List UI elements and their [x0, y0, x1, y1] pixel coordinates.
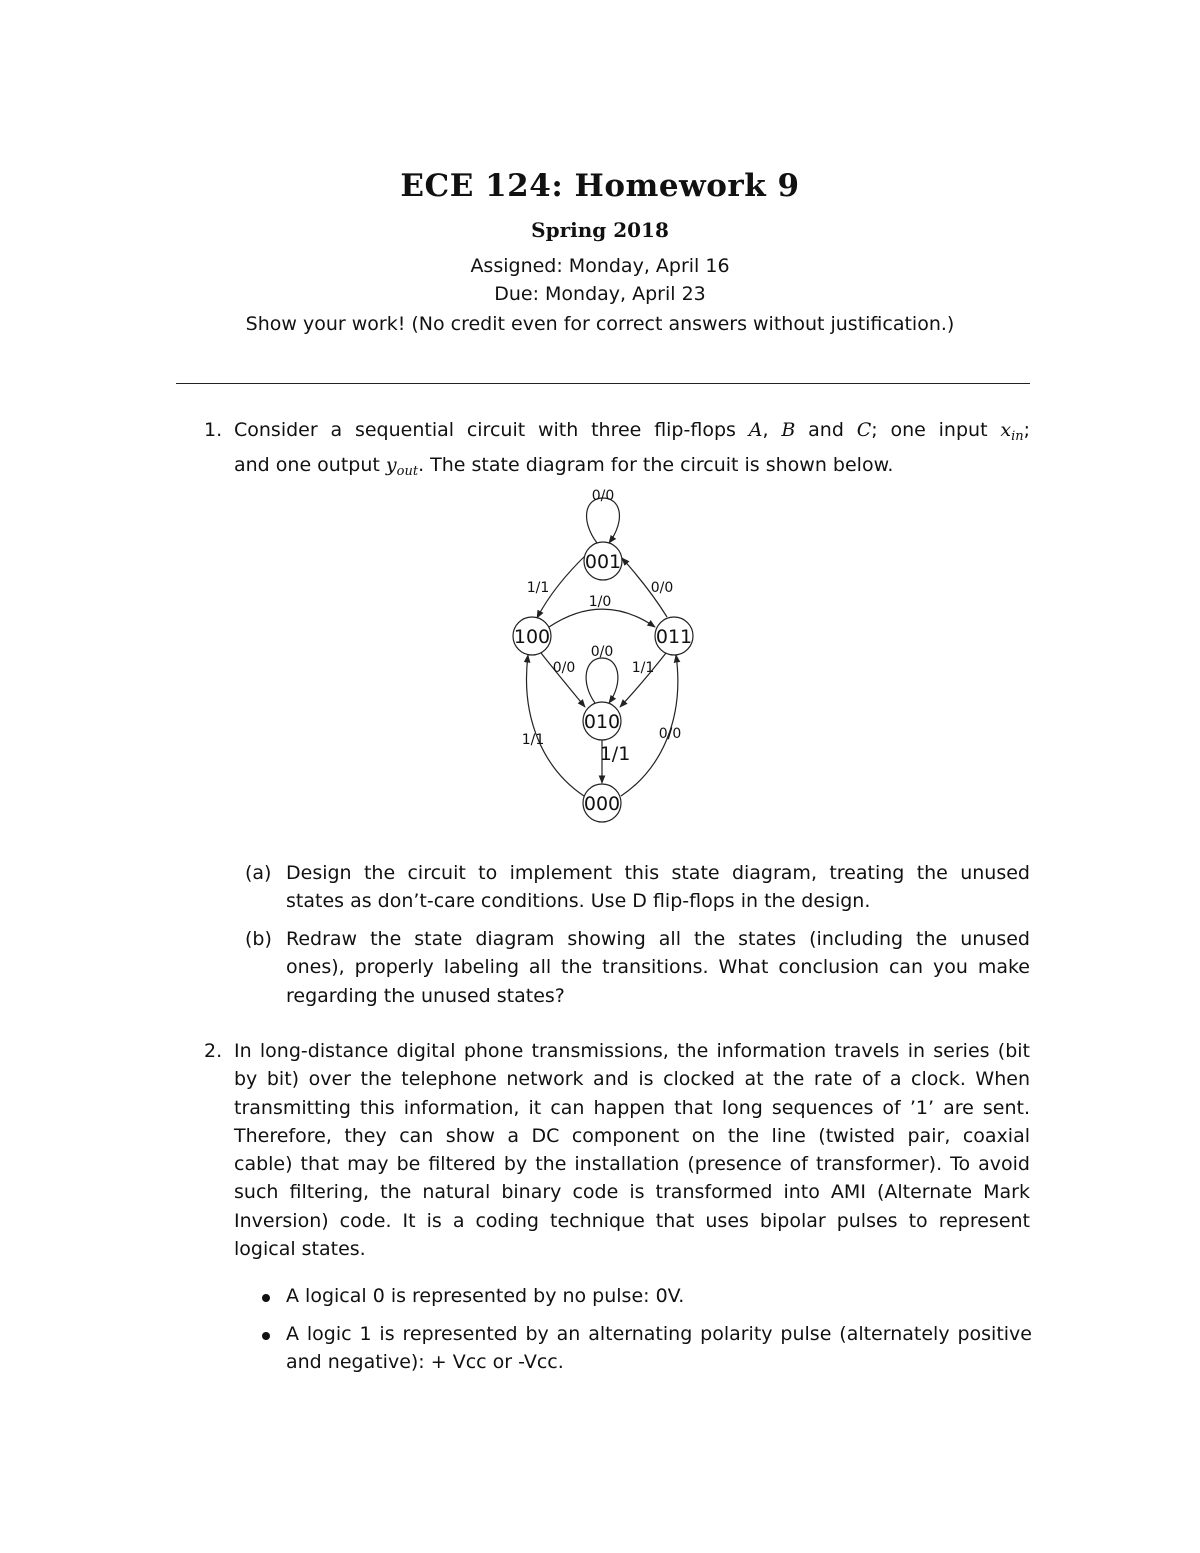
- header-divider: [176, 383, 1030, 384]
- question-1-line-1: Consider a sequential circuit with three flip-flops A, B and C; one input $x_{in}$;: [234, 419, 1031, 444]
- part-a-line-1: Design the circuit to implement this state diagram, treating the unused: [286, 862, 1030, 884]
- question-2-line-6: such filtering, the natural binary code is transformed into AMI (Alternate Mark: [234, 1181, 1030, 1204]
- bullet-2-line-1: A logic 1 is represented by an alternating polarity pulse (alternately positive: [286, 1323, 1032, 1345]
- edge-label-100-011: 1/0: [588, 594, 612, 610]
- edge-label-010-000: 1/1: [599, 743, 631, 765]
- part-b-line-2: ones), properly labeling all the transitions. What conclusion can you make: [286, 956, 1030, 979]
- question-2-number: 2.: [204, 1040, 223, 1062]
- part-a-text: [286, 859, 1030, 916]
- edge-label-011-001: 0/0: [650, 580, 674, 596]
- edge-label-001-100: 1/1: [526, 580, 550, 596]
- edge-100-011: [549, 609, 655, 627]
- edge-self-001: [587, 498, 620, 543]
- state-label-011: 011: [655, 626, 693, 648]
- question-2-line-1: In long-distance digital phone transmissions, the information travels in series (bit: [234, 1040, 1030, 1062]
- edge-label-000-100: 1/1: [521, 732, 545, 748]
- question-2-line-3: transmitting this information, it can happen that long sequences of ’1’ are sent.: [234, 1096, 1030, 1119]
- part-b-text: [286, 925, 1030, 1010]
- bullet-1-marker: [262, 1294, 270, 1302]
- edge-label-self-010: 0/0: [590, 644, 614, 660]
- state-label-001: 001: [584, 551, 622, 573]
- state-label-010: 010: [583, 711, 621, 733]
- homework-title: ECE 124: Homework 9: [400, 168, 800, 204]
- part-b-label: (b): [245, 928, 272, 950]
- term-label: Spring 2018: [531, 218, 669, 242]
- question-2-line-4: Therefore, they can show a DC component on the line (twisted pair, coaxial: [234, 1124, 1030, 1147]
- edge-label-100-010: 0/0: [552, 660, 576, 676]
- bullet-2-marker: [262, 1332, 270, 1340]
- bullet-2-text: [286, 1320, 1032, 1377]
- state-label-000: 000: [583, 793, 621, 815]
- bullet-2-line-2: and negative): + Vcc or -Vcc.: [286, 1351, 564, 1374]
- due-date: Due: Monday, April 23: [494, 283, 706, 305]
- part-b-line-1: Redraw the state diagram showing all the states (including the unused: [286, 928, 1030, 950]
- question-1-number: 1.: [204, 419, 223, 441]
- question-2-line-7: Inversion) code. It is a coding technique that uses bipolar pulses to represent: [234, 1209, 1030, 1232]
- question-2-line-5: cable) that may be filtered by the installation (presence of transformer). To avoid: [234, 1153, 1030, 1176]
- bullet-1-text: [286, 1282, 1030, 1310]
- bullet-1-line-1: A logical 0 is represented by no pulse: 0V.: [286, 1285, 685, 1307]
- assigned-date: Assigned: Monday, April 16: [470, 255, 730, 277]
- part-a-label: (a): [245, 862, 272, 884]
- question-2-line-8: logical states.: [234, 1238, 366, 1261]
- edge-label-self-001: 0/0: [591, 488, 615, 504]
- edge-label-011-010: 1/1: [631, 660, 655, 676]
- question-1-text: [234, 416, 1030, 487]
- state-label-100: 100: [513, 626, 551, 648]
- part-b-line-3: regarding the unused states?: [286, 984, 565, 1007]
- edge-label-000-011: 0/0: [658, 726, 682, 742]
- question-2-line-2: by bit) over the telephone network and is clocked at the rate of a clock. When: [234, 1068, 1030, 1091]
- question-1-line-2: and one output $y_{out}$. The state diagram for the circuit is shown below.: [234, 454, 894, 480]
- question-2-text: [234, 1037, 1030, 1263]
- work-note: Show your work! (No credit even for correct answers without justification.): [245, 313, 955, 335]
- state-diagram: [490, 480, 720, 840]
- edge-000-100: [527, 655, 584, 796]
- part-a-line-2: states as don’t-care conditions. Use D flip-flops in the design.: [286, 890, 871, 913]
- edge-self-010: [586, 658, 618, 703]
